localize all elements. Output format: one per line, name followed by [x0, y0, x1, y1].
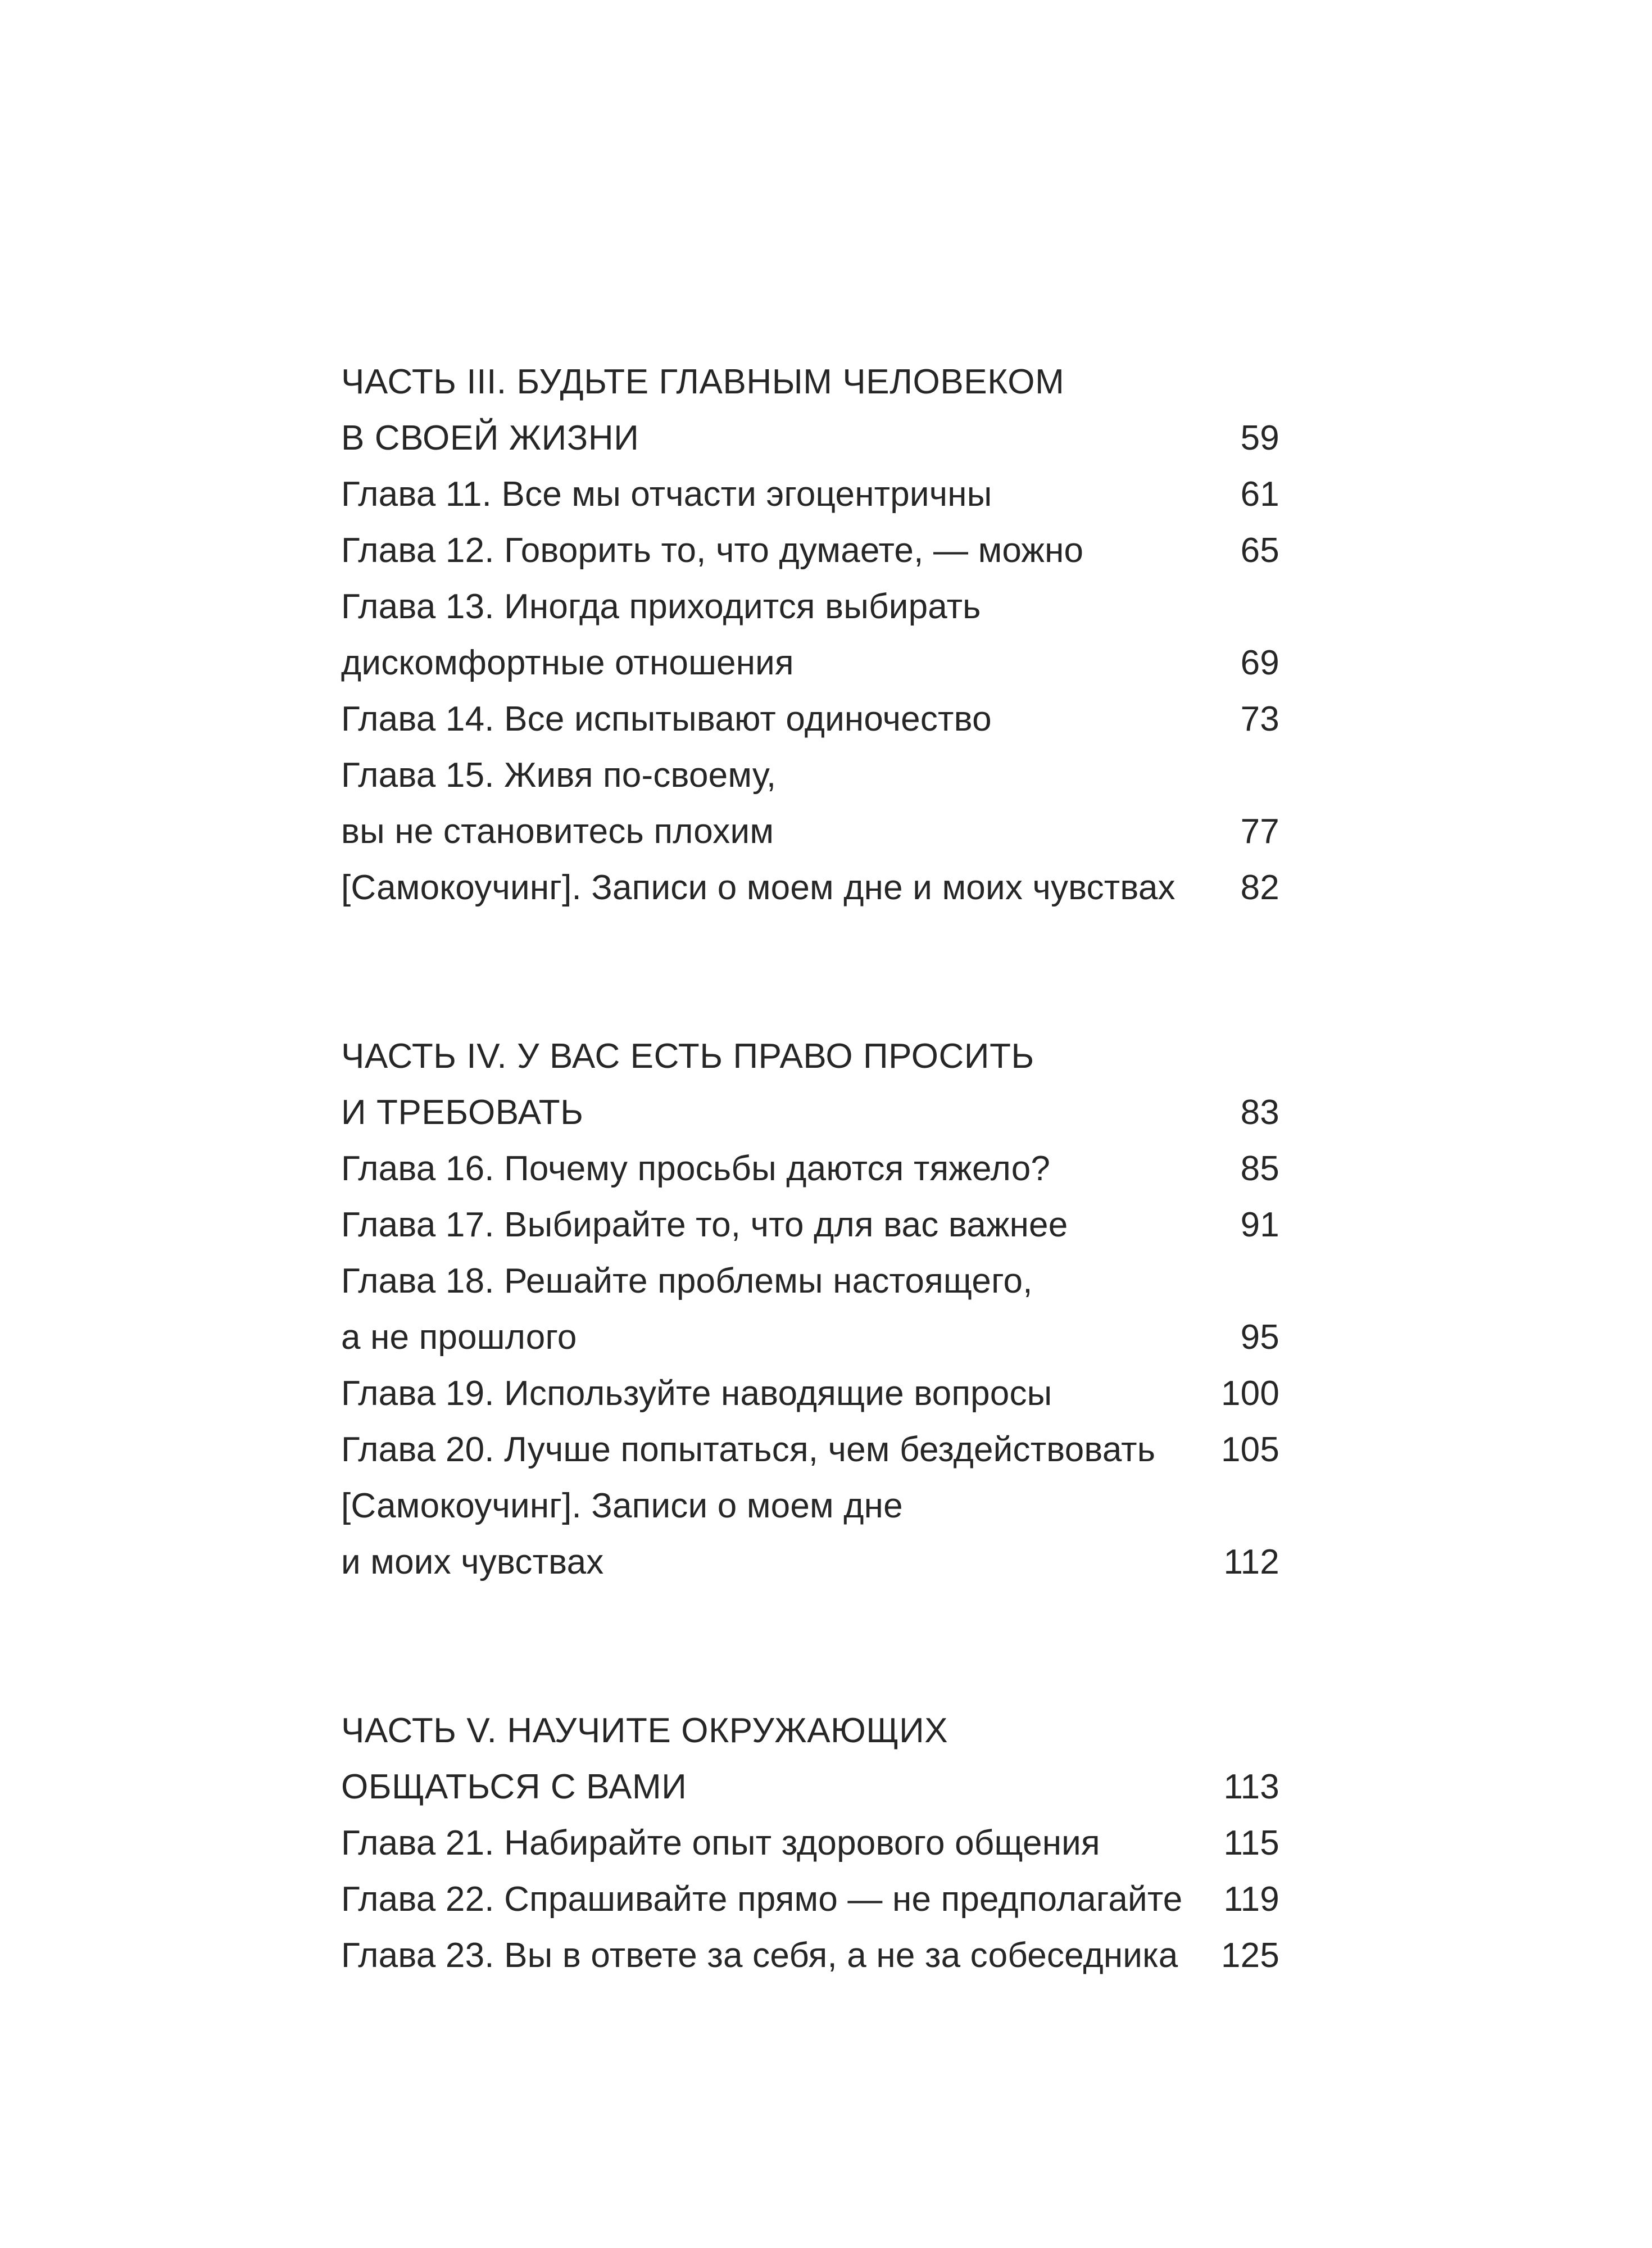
toc-line-text: а не прошлого	[341, 1318, 577, 1357]
toc-line-text: И ТРЕБОВАТЬ	[341, 1093, 584, 1132]
toc-line-page: 61	[1240, 475, 1279, 514]
toc-line-text: Глава 15. Живя по-своему,	[341, 756, 777, 795]
toc-section-part-4	[341, 1028, 1279, 1590]
toc-line	[341, 860, 1279, 916]
toc-line-text: Глава 20. Лучше попытаться, чем бездействовать	[341, 1430, 1156, 1469]
toc-line	[341, 354, 1279, 410]
toc-line	[341, 747, 1279, 804]
table-of-contents	[341, 354, 1279, 1984]
toc-line	[341, 1534, 1279, 1590]
toc-line-text: ЧАСТЬ IV. У ВАС ЕСТЬ ПРАВО ПРОСИТЬ	[341, 1037, 1034, 1076]
toc-line	[341, 691, 1279, 747]
toc-line-page: 65	[1240, 531, 1279, 570]
toc-line-text: Глава 13. Иногда приходится выбирать	[341, 587, 981, 626]
toc-line	[341, 1141, 1279, 1197]
toc-line-page: 59	[1240, 419, 1279, 457]
toc-line-text: дискомфортные отношения	[341, 643, 794, 682]
toc-line	[341, 1759, 1279, 1815]
toc-line-page: 125	[1220, 1936, 1279, 1975]
toc-line	[341, 1197, 1279, 1253]
toc-line-text: Глава 17. Выбирайте то, что для вас важнее	[341, 1205, 1068, 1244]
toc-line-page: 113	[1223, 1767, 1279, 1806]
toc-line-text: Глава 22. Спрашивайте прямо — не предполагайте	[341, 1880, 1183, 1919]
toc-line-text: [Самокоучинг]. Записи о моем дне	[341, 1486, 903, 1525]
toc-line	[341, 466, 1279, 523]
toc-line-text: [Самокоучинг]. Записи о моем дне и моих чувствах	[341, 868, 1176, 907]
toc-section-part-5	[341, 1703, 1279, 1984]
toc-line-page: 82	[1240, 868, 1279, 907]
toc-line-text: Глава 11. Все мы отчасти эгоцентричны	[341, 475, 992, 514]
toc-line-text: Глава 18. Решайте проблемы настоящего,	[341, 1262, 1033, 1300]
toc-line	[341, 1478, 1279, 1534]
toc-line	[341, 1085, 1279, 1141]
toc-line-text: Глава 14. Все испытывают одиночество	[341, 700, 992, 738]
toc-line	[341, 1309, 1279, 1366]
toc-line-page: 119	[1223, 1880, 1279, 1919]
toc-line-page: 83	[1240, 1093, 1279, 1132]
toc-section-part-3	[341, 354, 1279, 916]
toc-line-page: 77	[1240, 812, 1279, 851]
toc-line-text: Глава 12. Говорить то, что думаете, — можно	[341, 531, 1084, 570]
toc-line-text: Глава 16. Почему просьбы даются тяжело?	[341, 1149, 1051, 1188]
toc-line-text: ЧАСТЬ V. НАУЧИТЕ ОКРУЖАЮЩИХ	[341, 1711, 948, 1750]
toc-line-page: 91	[1240, 1205, 1279, 1244]
toc-line-text: Глава 21. Набирайте опыт здорового общения	[341, 1824, 1100, 1862]
toc-line-text: В СВОЕЙ ЖИЗНИ	[341, 419, 639, 457]
toc-line-page: 100	[1220, 1374, 1279, 1413]
toc-line-text: Глава 23. Вы в ответе за себя, а не за собеседника	[341, 1936, 1178, 1975]
toc-line	[341, 1871, 1279, 1928]
toc-line	[341, 1366, 1279, 1422]
toc-line-text: вы не становитесь плохим	[341, 812, 774, 851]
toc-line	[341, 1422, 1279, 1478]
toc-line	[341, 1928, 1279, 1984]
toc-line	[341, 635, 1279, 691]
toc-line	[341, 1815, 1279, 1871]
toc-line-page: 85	[1240, 1149, 1279, 1188]
toc-line-page: 115	[1223, 1824, 1279, 1862]
toc-line-text: Глава 19. Используйте наводящие вопросы	[341, 1374, 1052, 1413]
toc-line-page: 69	[1240, 643, 1279, 682]
toc-line	[341, 1253, 1279, 1309]
toc-line-page: 73	[1240, 700, 1279, 738]
toc-line-text: ОБЩАТЬСЯ С ВАМИ	[341, 1767, 687, 1806]
toc-line	[341, 1028, 1279, 1085]
toc-line-page: 105	[1220, 1430, 1279, 1469]
toc-line-page: 112	[1223, 1543, 1279, 1581]
toc-line-text: ЧАСТЬ III. БУДЬТЕ ГЛАВНЫМ ЧЕЛОВЕКОМ	[341, 362, 1065, 401]
toc-line	[341, 804, 1279, 860]
toc-line	[341, 410, 1279, 466]
toc-line-page: 95	[1240, 1318, 1279, 1357]
toc-line	[341, 523, 1279, 579]
toc-line-text: и моих чувствах	[341, 1543, 604, 1581]
toc-line	[341, 579, 1279, 635]
toc-line	[341, 1703, 1279, 1759]
